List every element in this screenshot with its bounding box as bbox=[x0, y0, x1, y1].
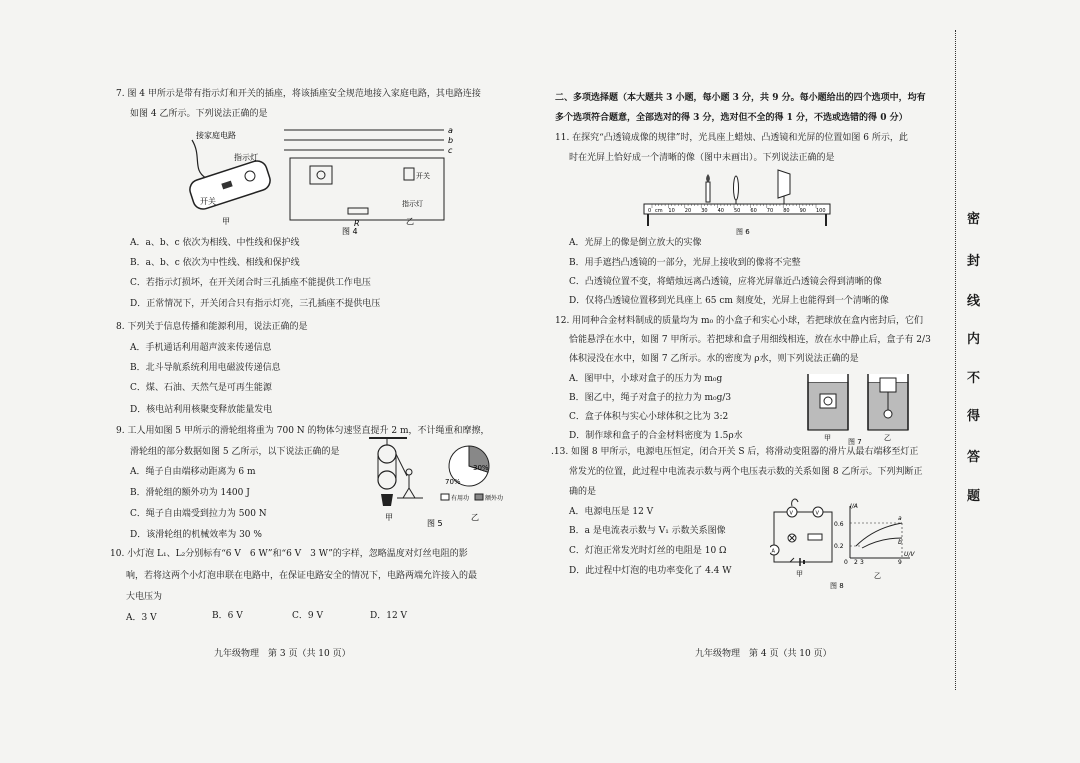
q9-stem-line1: 9. 工人用如图 5 甲所示的滑轮组将重为 700 N 的物体匀速竖直提升 2 m，不计绳重和摩擦， bbox=[116, 426, 490, 436]
fig4-label-switch: 开关 bbox=[200, 197, 216, 206]
fig8-curve-b-line bbox=[862, 538, 902, 548]
fig4-label-indicator2: 指示灯 bbox=[402, 200, 423, 208]
q11-option-b: B．用手遮挡凸透镜的一部分，光屏上接收到的像将不完整 bbox=[569, 258, 801, 268]
q7-stem-line2: 如图 4 乙所示。下列说法正确的是 bbox=[130, 109, 268, 119]
fig8-label-yi: 乙 bbox=[874, 572, 881, 580]
fig7-label-jia: 甲 bbox=[824, 434, 831, 442]
fig4-caption: 图 4 bbox=[342, 227, 358, 236]
fig6-tick-label: 90 bbox=[799, 208, 806, 214]
fig6-tick-label: 30 bbox=[701, 208, 708, 214]
q10-option-c: C．9 V bbox=[292, 611, 323, 621]
svg-text:A: A bbox=[771, 548, 775, 555]
fig5-legend-useful-swatch bbox=[441, 494, 449, 500]
q12-option-a: A．图甲中，小球对盒子的压力为 m₀g bbox=[569, 374, 723, 384]
fig4-label-R: R bbox=[354, 219, 360, 228]
q8-option-b: B．北斗导航系统利用电磁波传递信息 bbox=[130, 363, 281, 373]
q12-option-b: B．图乙中，绳子对盒子的拉力为 m₀g/3 bbox=[569, 393, 732, 403]
seal-char: 封 bbox=[967, 254, 981, 269]
q13-option-b: B．a 是电流表示数与 V₁ 示数关系图像 bbox=[569, 526, 726, 536]
fig8-y02: 0.2 bbox=[834, 543, 844, 550]
q9-option-b: B．滑轮组的额外功为 1400 J bbox=[130, 488, 250, 498]
fig7-label-yi: 乙 bbox=[884, 434, 891, 442]
fig6-tick-label: 10 bbox=[668, 208, 675, 214]
fig4-label-home: 接家庭电路 bbox=[196, 131, 236, 140]
left-footer: 九年级物理 第 3 页（共 10 页） bbox=[214, 649, 351, 659]
q10-stem-line1: 10. 小灯泡 L₁、L₂分别标有“6 V 6 W”和“6 V 3 W”的字样，忽略温度对灯丝电阻的影 bbox=[110, 549, 468, 559]
figure-7 bbox=[800, 368, 920, 446]
section-2-header-line2: 多个选项符合题意，全部选对的得 3 分，选对但不全的得 1 分，不选或选错的得 0 分） bbox=[555, 113, 908, 123]
fig6-tick-label: 70 bbox=[766, 208, 774, 214]
q9-stem-line2: 滑轮组的部分数据如图 5 乙所示，以下说法正确的是 bbox=[130, 447, 340, 457]
fig4-label-indicator: 指示灯 bbox=[234, 153, 258, 162]
fig4-label-yi: 乙 bbox=[406, 217, 414, 226]
q10-option-a: A．3 V bbox=[126, 613, 157, 623]
q13-stem-line1: .13. 如图 8 甲所示，电源电压恒定，闭合开关 S 后，将滑动变阻器的滑片从最右端移至灯正 bbox=[551, 447, 919, 457]
fig8-caption: 图 8 bbox=[830, 582, 844, 590]
fig8-label-jia: 甲 bbox=[796, 570, 803, 578]
q11-option-a: A．光屏上的像是倒立放大的实像 bbox=[569, 238, 702, 248]
fig5-label-yi: 乙 bbox=[471, 513, 479, 522]
fig5-legend-extra-swatch bbox=[475, 494, 483, 500]
fig8-x0: 0 bbox=[844, 559, 848, 566]
fig6-tick-label: 100 bbox=[816, 208, 826, 214]
fig8-curve-a-line bbox=[856, 523, 902, 546]
q11-option-c: C．凸透镜位置不变，将蜡烛远离凸透镜，应将光屏靠近凸透镜会得到清晰的像 bbox=[569, 277, 882, 287]
fig5-caption: 图 5 bbox=[427, 519, 443, 528]
fig8-iv-graph bbox=[850, 506, 910, 558]
q9-option-a: A．绳子自由端移动距离为 6 m bbox=[130, 467, 256, 477]
q10-stem-line3: 大电压为 bbox=[126, 592, 163, 602]
q8-stem: 8. 下列关于信息传播和能源利用，说法正确的是 bbox=[116, 322, 308, 332]
seal-char: 密 bbox=[967, 212, 981, 227]
figure-6 bbox=[640, 164, 840, 236]
fig7-caption: 图 7 bbox=[848, 438, 862, 446]
q7-option-c: C．若指示灯损坏，在开关闭合时三孔插座不能提供工作电压 bbox=[130, 278, 371, 288]
seal-char: 得 bbox=[967, 409, 981, 424]
q10-stem-line2: 响，若将这两个小灯泡串联在电路中，在保证电路安全的情况下，电路两端允许接入的最 bbox=[126, 571, 478, 581]
q10-option-b: B．6 V bbox=[212, 611, 243, 621]
figure-5 bbox=[367, 436, 517, 532]
q7-stem-line1: 7. 图 4 甲所示是带有指示灯和开关的插座，将该插座安全规范地接入家庭电路，其电路连接 bbox=[116, 89, 481, 99]
figure-4 bbox=[172, 126, 472, 236]
fig8-y06: 0.6 bbox=[834, 521, 844, 528]
q8-option-a: A．手机通话利用超声波来传递信息 bbox=[130, 343, 272, 353]
fig4-label-jia: 甲 bbox=[222, 217, 230, 226]
section-2-header-line1: 二、多项选择题（本大题共 3 小题，每小题 3 分，共 9 分。每小题给出的四个选项中，均有 bbox=[555, 93, 926, 103]
seal-line bbox=[955, 30, 957, 690]
fig6-tick-label: 80 bbox=[783, 208, 790, 214]
seal-char: 不 bbox=[967, 371, 981, 386]
q9-option-d: D．该滑轮组的机械效率为 30 % bbox=[130, 530, 262, 540]
q13-option-c: C．灯泡正常发光时灯丝的电阻是 10 Ω bbox=[569, 546, 727, 556]
fig8-ylab: I/A bbox=[850, 503, 858, 510]
q13-option-d: D．此过程中灯泡的电功率变化了 4.4 W bbox=[569, 566, 732, 576]
fig6-tick-label: 60 bbox=[750, 208, 757, 214]
q12-stem-line1: 12. 用同种合金材料制成的质量均为 m₀ 的小盒子和实心小球，若把球放在盒内密封后，它们 bbox=[555, 316, 924, 326]
fig6-tick-label: 20 bbox=[684, 208, 692, 214]
fig8-xlab: U/V bbox=[904, 551, 915, 558]
seal-char: 答 bbox=[967, 450, 981, 465]
q10-option-d: D．12 V bbox=[370, 611, 408, 621]
q7-option-b: B．a、b、c 依次为中性线、相线和保护线 bbox=[130, 258, 300, 268]
fig8-x9: 9 bbox=[898, 559, 902, 566]
seal-char: 题 bbox=[967, 489, 981, 504]
fig8-curve-b: b bbox=[898, 539, 902, 546]
q11-stem-line1: 11. 在探究“凸透镜成像的规律”时，光具座上蜡烛、凸透镜和光屏的位置如图 6 所示，此 bbox=[555, 133, 908, 143]
seal-char: 线 bbox=[967, 294, 981, 309]
fig5-legend-extra: 额外功 bbox=[485, 495, 504, 502]
svg-text:V: V bbox=[815, 510, 819, 517]
svg-text:V: V bbox=[789, 510, 793, 517]
fig6-tick-label: 40 bbox=[717, 208, 724, 214]
fig6-caption: 图 6 bbox=[736, 228, 750, 236]
q7-option-d: D．正常情况下，开关闭合只有指示灯亮，三孔插座不提供电压 bbox=[130, 299, 381, 309]
right-footer: 九年级物理 第 4 页（共 10 页） bbox=[695, 649, 832, 659]
q12-stem-line2: 恰能悬浮在水中，如图 7 甲所示。若把球和盒子用细线相连，放在水中静止后，盒子有 2/3 bbox=[569, 335, 931, 345]
q8-option-d: D．核电站利用核聚变释放能量发电 bbox=[130, 405, 273, 415]
q12-option-c: C．盒子体积与实心小球体积之比为 3:2 bbox=[569, 412, 729, 422]
fig5-label-jia: 甲 bbox=[385, 513, 393, 522]
q9-option-c: C．绳子自由端受到拉力为 500 N bbox=[130, 509, 267, 519]
fig4-wire-a: a bbox=[448, 126, 453, 135]
fig4-label-switch2: 开关 bbox=[416, 172, 430, 180]
seal-char: 内 bbox=[967, 332, 981, 347]
q13-stem-line2: 常发光的位置，此过程中电流表示数与两个电压表示数的关系如图 8 乙所示。下列判断正 bbox=[569, 467, 923, 477]
q13-stem-line3: 确的是 bbox=[569, 487, 597, 497]
fig6-tick-label: cm bbox=[655, 208, 663, 214]
q12-stem-line3: 体积浸没在水中，如图 7 乙所示。水的密度为 ρ水，则下列说法正确的是 bbox=[569, 354, 859, 364]
fig4-wire-b: b bbox=[448, 136, 454, 145]
q11-option-d: D．仅将凸透镜位置移到光具座上 65 cm 刻度处，光屏上也能得到一个清晰的像 bbox=[569, 296, 889, 306]
q8-option-c: C．煤、石油、天然气是可再生能源 bbox=[130, 383, 272, 393]
q11-stem-line2: 时在光屏上恰好成一个清晰的像（图中未画出）。下列说法正确的是 bbox=[569, 153, 835, 163]
fig5-pct-30: 30% bbox=[473, 464, 489, 472]
fig6-tick-label: 0 bbox=[648, 208, 652, 214]
fig6-tick-label: 50 bbox=[734, 208, 741, 214]
fig8-curve-a: a bbox=[898, 515, 902, 522]
fig8-x2: 2 bbox=[854, 559, 858, 566]
fig5-legend-useful: 有用功 bbox=[451, 495, 470, 502]
fig8-x3: 3 bbox=[860, 559, 864, 566]
fig5-pct-70: 70% bbox=[445, 478, 461, 486]
fig4-wire-c: c bbox=[448, 146, 453, 155]
q12-option-d: D．制作球和盒子的合金材料密度为 1.5ρ水 bbox=[569, 431, 743, 441]
q7-option-a: A．a、b、c 依次为相线、中性线和保护线 bbox=[130, 238, 300, 248]
figure-8 bbox=[770, 498, 920, 590]
q13-option-a: A．电源电压是 12 V bbox=[569, 507, 654, 517]
